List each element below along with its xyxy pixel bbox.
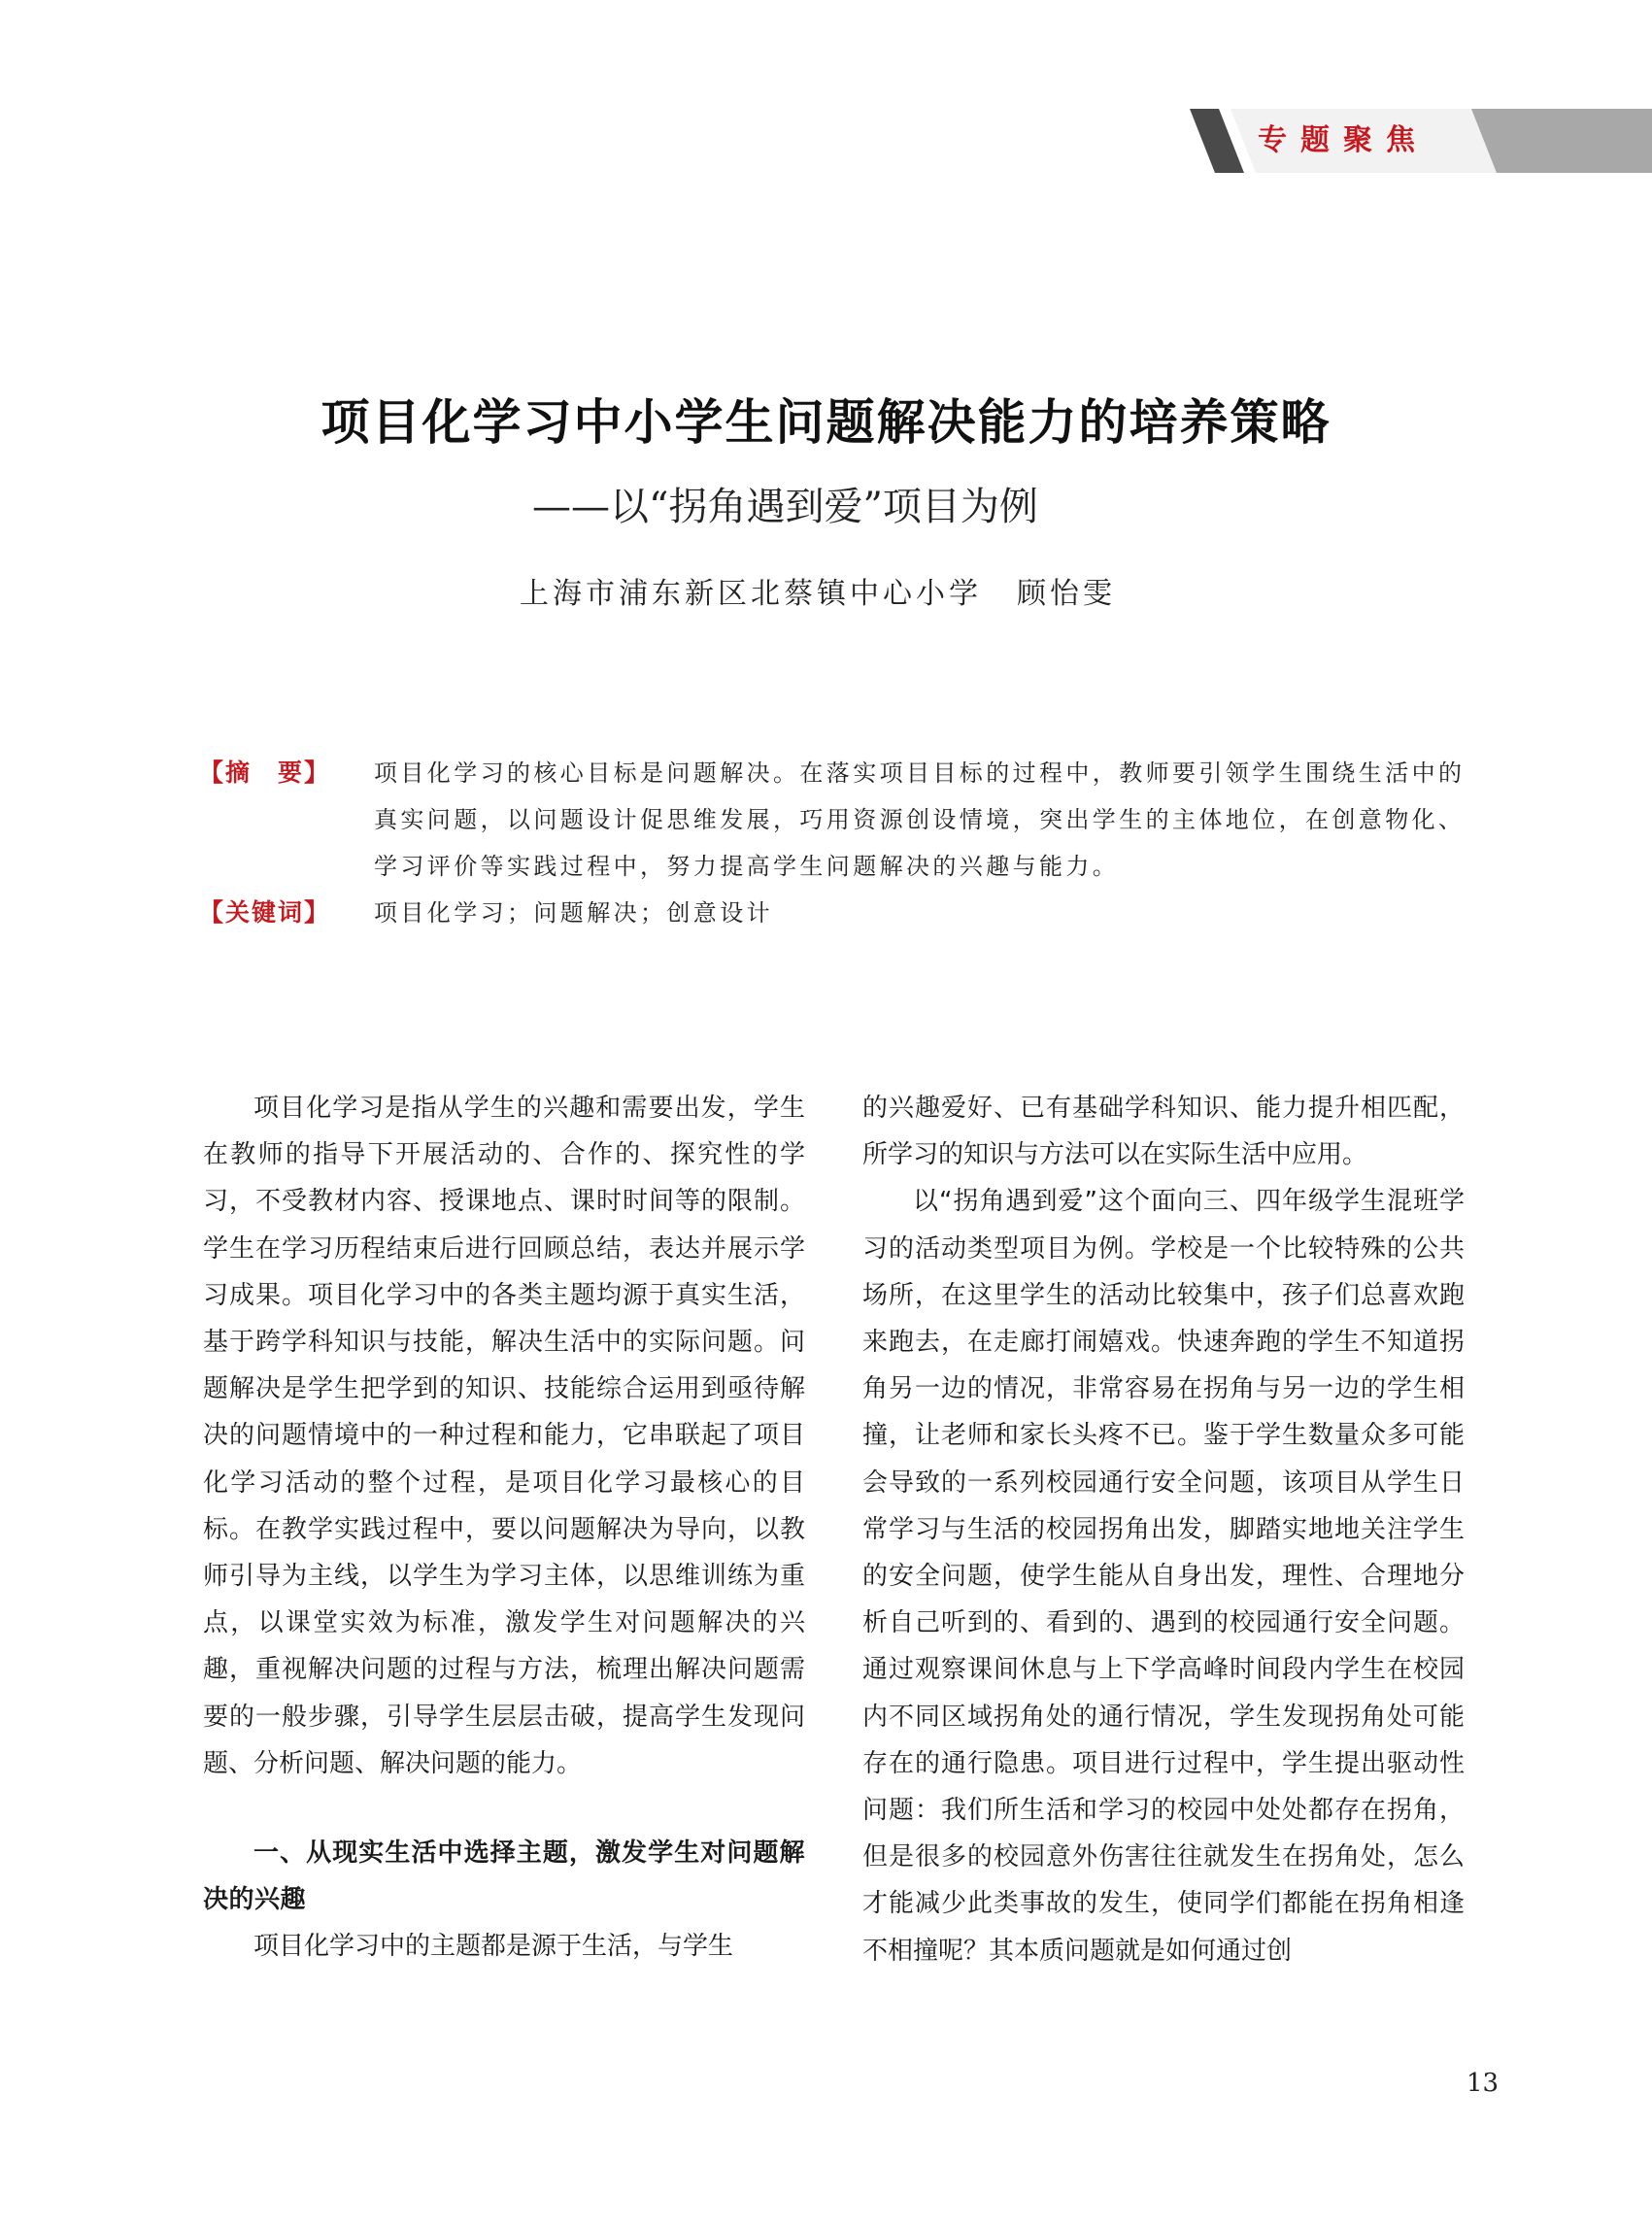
- body-paragraph: 以“拐角遇到爱”这个面向三、四年级学生混班学习的活动类型项目为例。学校是一个比较特殊的公共场所，在这里学生的活动比较集中，孩子们总喜欢跑来跑去，在走廊打闹嬉戏。快速奔跑的学生不知道拐角另一边的情况，非常容易在拐角与另一边的学生相撞，让老师和家长头疼不已。鉴于学生数量众多可能会导致的一系列校园通行安全问题，该项目从学生日常学习与生活的校园拐角出发，脚踏实地地关注学生的安全问题，使学生能从自身出发，理性、合理地分析自己听到的、看到的、遇到的校园通行安全问题。通过观察课间休息与上下学高峰时间段内学生在校园内不同区域拐角处的通行情况，学生发现拐角处可能存在的通行隐患。项目进行过程中，学生提出驱动性问题：我们所生活和学习的校园中处处都存在拐角，但是很多的校园意外伤害往往就发生在拐角处，怎么才能减少此类事故的发生，使同学们都能在拐角相逢不相撞呢？其本质问题就是如何通过创: [862, 1187, 1465, 1966]
- section-heading: 一、从现实生活中选择主题，激发学生对问题解决的兴趣: [203, 1838, 805, 1915]
- body-column-right: [862, 1085, 1465, 1974]
- page-number: 13: [1467, 2069, 1500, 2098]
- section-tag: 专题聚焦: [1258, 123, 1429, 157]
- section-banner: [1190, 109, 1652, 173]
- abstract-label: 【摘 要】: [199, 759, 331, 787]
- body-paragraph: 项目化学习是指从学生的兴趣和需要出发，学生在教师的指导下开展活动的、合作的、探究性的学习，不受教材内容、授课地点、课时时间等的限制。学生在学习历程结束后进行回顾总结，表达并展示学习成果。项目化学习中的各类主题均源于真实生活，基于跨学科知识与技能，解决生活中的实际问题。问题解决是学生把学到的知识、技能综合运用到亟待解决的问题情境中的一种过程和能力，它串联起了项目化学习活动的整个过程，是项目化学习最核心的目标。在教学实践过程中，要以问题解决为导向，以教师引导为主线，以学生为学习主体，以思维训练为重点，以课堂实效为标准，激发学生对问题解决的兴趣，重视解决问题的过程与方法，梳理出解决问题需要的一般步骤，引导学生层层击破，提高学生发现问题、分析问题、解决问题的能力。: [203, 1094, 805, 1778]
- body-paragraph: 项目化学习中的主题都是源于生活，与学生: [253, 1932, 734, 1962]
- article-subtitle: ——以“拐角遇到爱”项目为例: [532, 485, 1038, 529]
- abstract-text: 项目化学习的核心目标是问题解决。在落实项目目标的过程中，教师要引领学生围绕生活中的真实问题，以问题设计促思维发展，巧用资源创设情境，突出学生的主体地位，在创意物化、学习评价等实践过程中，努力提高学生问题解决的兴趣与能力。: [374, 759, 1466, 880]
- abstract-row: [199, 750, 1471, 890]
- body-paragraph-continued: 的兴趣爱好、已有基础学科知识、能力提升相匹配，所学习的知识与方法可以在实际生活中应用。: [862, 1094, 1465, 1170]
- keywords-label: 【关键词】: [199, 898, 331, 927]
- body-column-left: [203, 1085, 805, 1970]
- author-org: 上海市浦东新区北蔡镇中心小学: [520, 577, 982, 611]
- keywords-text: 项目化学习；问题解决；创意设计: [374, 899, 773, 927]
- author-line: [520, 569, 1199, 612]
- abstract-block: [199, 750, 1471, 936]
- author-name: 顾怡雯: [1017, 577, 1116, 611]
- article-title: 项目化学习中小学生问题解决能力的培养策略: [320, 394, 1332, 451]
- keywords-row: [199, 890, 1471, 936]
